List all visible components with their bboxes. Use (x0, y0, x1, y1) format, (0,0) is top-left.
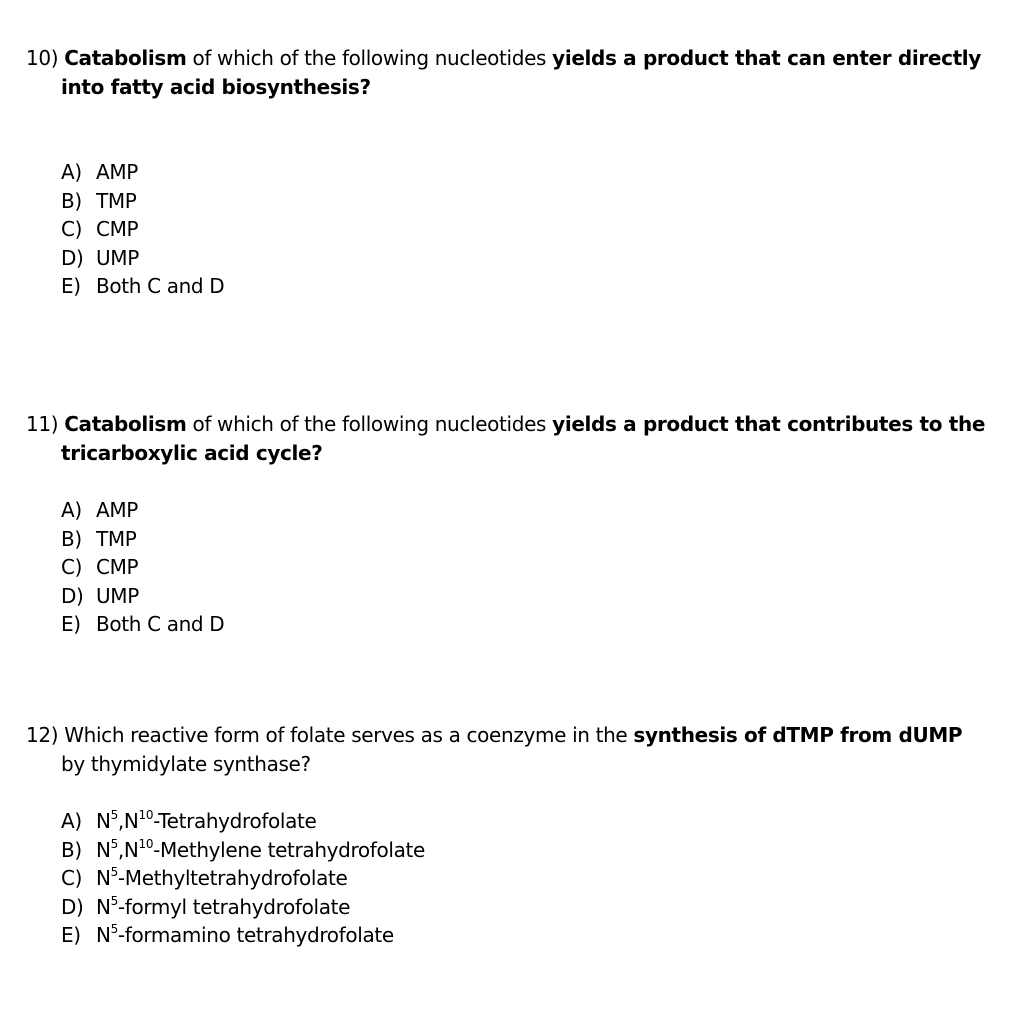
option-text: CMP (96, 217, 139, 241)
question-stem (26, 410, 986, 468)
stem-text: Which reactive form of folate serves as a coenzyme in the (64, 723, 634, 747)
option-text: CMP (96, 555, 139, 579)
answer-option-c[interactable] (61, 215, 986, 244)
stem-bold-text: Catabolism (64, 46, 187, 70)
option-letter: A) (61, 160, 82, 184)
stem-bold-text: synthesis of dTMP from dUMP (633, 723, 963, 747)
option-text: TMP (96, 188, 137, 213)
question-number: 10) (26, 46, 59, 70)
answer-option-b[interactable] (61, 836, 986, 865)
option-letter: E) (61, 274, 81, 298)
option-text: $N^5$-formamino tetrahydrofolate (96, 922, 394, 947)
option-letter: E) (61, 612, 81, 636)
option-letter: B) (61, 526, 82, 551)
question-number: 12) (26, 723, 59, 747)
option-letter: E) (61, 923, 81, 947)
option-letter: D) (61, 583, 84, 608)
answer-option-e[interactable] (61, 610, 986, 639)
option-text: $N^5$-formyl tetrahydrofolate (96, 893, 351, 919)
stem-text: of which of the following nucleotides (186, 412, 553, 436)
answer-option-a[interactable] (61, 496, 986, 525)
option-text: $N^5,N^{10}$-Methylene tetrahydrofolate (96, 836, 425, 862)
answer-option-a[interactable] (61, 807, 986, 836)
stem-text: by thymidylate synthase? (61, 752, 311, 776)
option-letter: A) (61, 809, 82, 833)
option-text: Both C and D (96, 612, 225, 636)
answer-option-c[interactable] (61, 553, 986, 582)
question-stem (26, 44, 986, 102)
question-12 (26, 721, 986, 950)
option-text: TMP (96, 526, 137, 551)
question-stem (26, 721, 986, 779)
option-text: AMP (96, 160, 138, 184)
option-letter: D) (61, 894, 84, 919)
answer-option-a[interactable] (61, 158, 986, 187)
answer-option-d[interactable] (61, 244, 986, 273)
answer-option-d[interactable] (61, 582, 986, 611)
answer-options (26, 158, 986, 301)
answer-options (26, 807, 986, 950)
question-10 (26, 44, 986, 301)
option-letter: C) (61, 555, 83, 579)
answer-option-d[interactable] (61, 893, 986, 922)
option-letter: A) (61, 498, 82, 522)
option-text: Both C and D (96, 274, 225, 298)
stem-bold-text: Catabolism (64, 412, 187, 436)
option-letter: C) (61, 866, 83, 890)
option-letter: D) (61, 245, 84, 270)
option-text: $N^5,N^{10}$-Tetrahydrofolate (96, 808, 317, 833)
option-text: UMP (96, 245, 139, 270)
option-text: UMP (96, 583, 139, 608)
answer-option-e[interactable] (61, 921, 986, 950)
option-text: $N^5$-Methyltetrahydrofolate (96, 865, 348, 890)
answer-option-c[interactable] (61, 864, 986, 893)
option-text: AMP (96, 498, 138, 522)
option-letter: C) (61, 217, 83, 241)
question-number: 11) (26, 412, 59, 436)
stem-text: of which of the following nucleotides (186, 46, 553, 70)
option-letter: B) (61, 188, 82, 213)
stem-bold-text: yields a product that can enter directly into fatty acid biosynthesis? (61, 46, 981, 99)
option-letter: B) (61, 837, 82, 862)
answer-option-b[interactable] (61, 525, 986, 554)
answer-options (26, 496, 986, 639)
answer-option-b[interactable] (61, 187, 986, 216)
answer-option-e[interactable] (61, 272, 986, 301)
question-11 (26, 410, 986, 639)
stem-bold-text: yields a product that contributes to the tricarboxylic acid cycle? (61, 412, 986, 465)
